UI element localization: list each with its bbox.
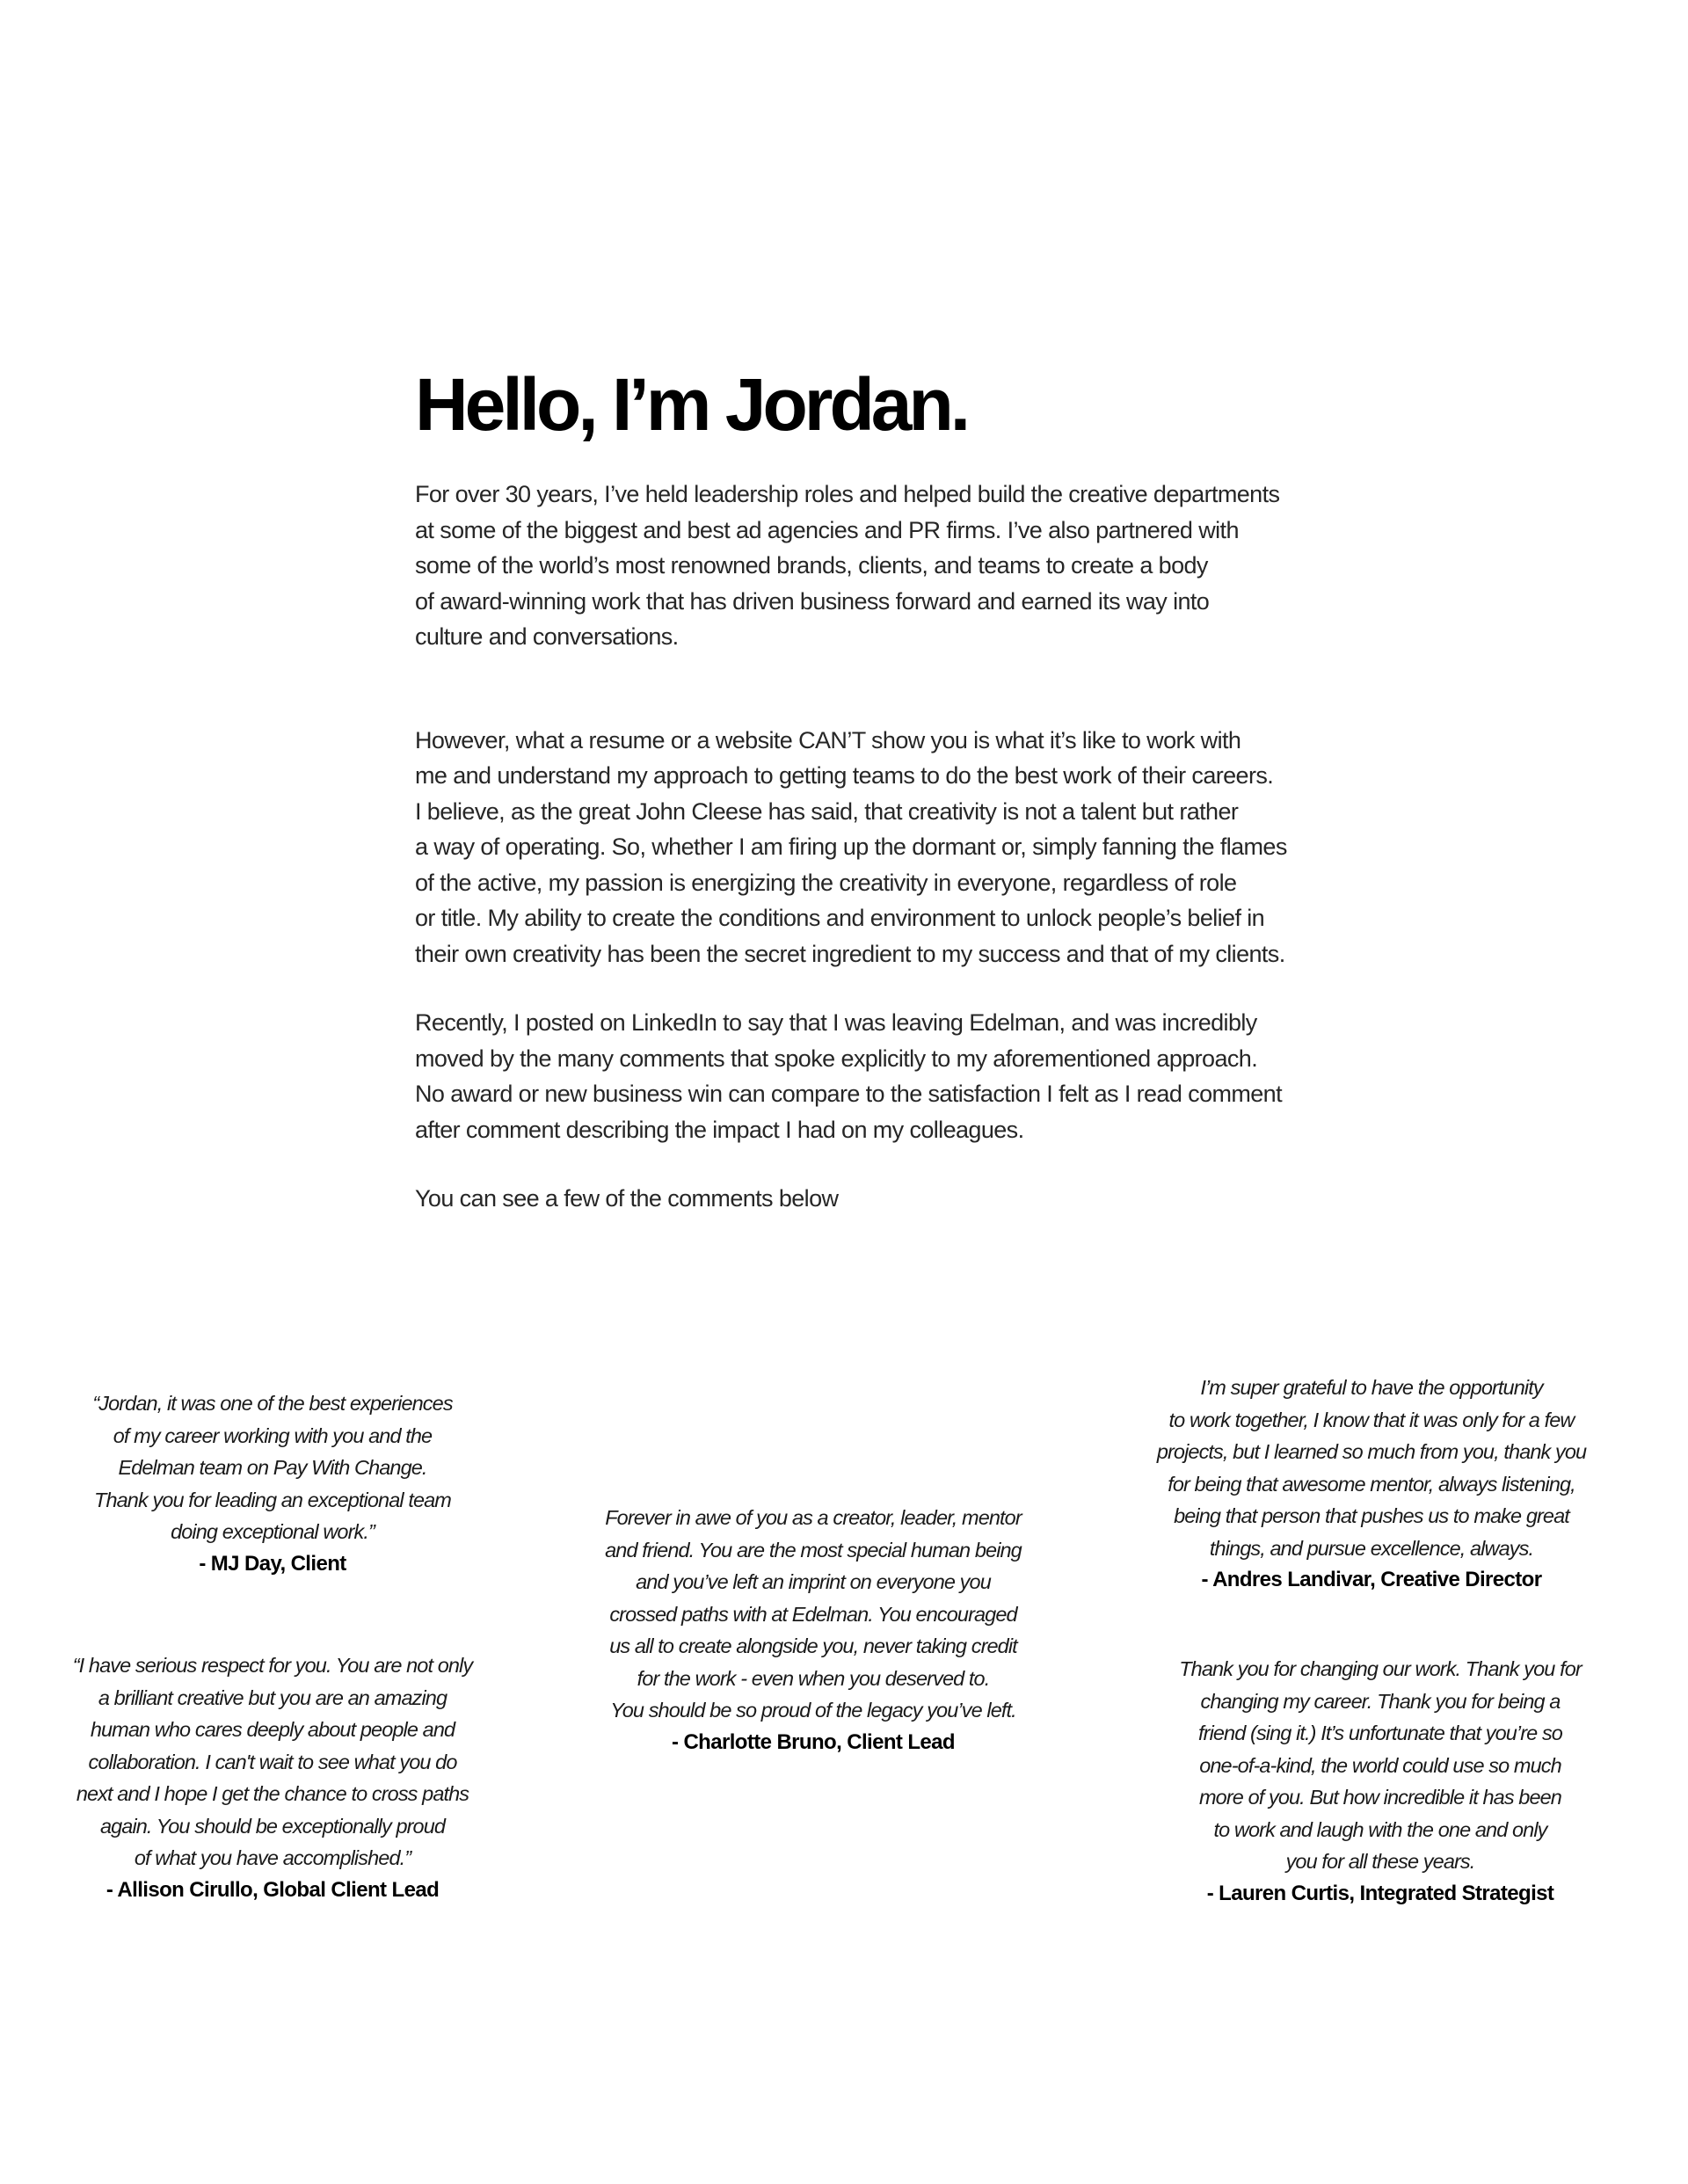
testimonial-allison-cirullo: [53, 1649, 492, 1906]
testimonial-author: - Charlotte Bruno, Client Lead: [671, 1729, 955, 1754]
testimonial-quote: I’m super grateful to have the opportunity to work together, I know that it was only for a few projects, but I learned so much from you, thank you for being that awesome mentor, always listening, being that person that pushes us to make great things, and pursue excellence, always.: [1156, 1376, 1587, 1560]
testimonial-charlotte-bruno: [571, 1502, 1055, 1758]
testimonial-author: - Allison Cirullo, Global Client Lead: [106, 1877, 440, 1902]
testimonial-quote: Thank you for changing our work. Thank you for changing my career. Thank you for being a friend (sing it.) It’s unfortunate that you’re so one-of-a-kind, the world could use so much more of you. But how incredible it has been to work and laugh with the one and only you for all these years.: [1179, 1657, 1582, 1873]
intro-paragraph-approach: However, what a resume or a website CAN’T show you is what it’s like to work with me and understand my approach to getting teams to do the best work of their careers. I believe, as the great John Cleese has said, that creativity is not a talent but rather a way of operating. So, whether I am firing up the dormant or, simply fanning the flames of the active, my passion is energizing the creativity in everyone, regardless of role or title. My ability to create the conditions and environment to unlock people’s belief in their own creativity has been the secret ingredient to my success and that of my clients.: [415, 726, 1287, 967]
intro-paragraph-experience: For over 30 years, I’ve held leadership roles and helped build the creative departments at some of the biggest and best ad agencies and PR firms. I’ve also partnered with some of the world’s most renowned brands, clients, and teams to create a body of award-winning work that has driven business forward and earned its way into culture and conversations.: [415, 481, 1280, 650]
testimonial-quote: “I have serious respect for you. You are not only a brilliant creative but you are an amazing human who cares deeply about people and collaboration. I can't wait to see what you do next and I hope I get the chance to cross paths again. You should be exceptionally proud of what you have accomplished.”: [72, 1654, 473, 1869]
testimonial-author: - Lauren Curtis, Integrated Strategist: [1206, 1881, 1554, 1905]
intro-paragraph-comments-lead: You can see a few of the comments below: [415, 1185, 839, 1212]
intro-section: [415, 352, 1382, 1217]
testimonial-lauren-curtis: [1143, 1653, 1618, 1910]
page-title: Hello, I’m Jordan.: [415, 363, 968, 446]
testimonial-author: - Andres Landivar, Creative Director: [1201, 1568, 1542, 1591]
testimonial-andres-landivar: [1125, 1372, 1618, 1596]
testimonial-quote: Forever in awe of you as a creator, leader, mentor and friend. You are the most special human being and you’ve left an imprint on everyone you crossed paths with at Edelman. You encouraged us all to create alongside you, never taking credit for the work - even when you deserved to. You should be so proud of the legacy you’ve left.: [605, 1506, 1022, 1722]
testimonial-author: - MJ Day, Client: [199, 1551, 346, 1576]
testimonial-mj-day: [53, 1387, 492, 1580]
intro-paragraph-linkedin: Recently, I posted on LinkedIn to say that I was leaving Edelman, and was incredibly moved by the many comments that spoke explicitly to my aforementioned approach. No award or new business win can compare to the satisfaction I felt as I read comment after comment describing the impact I had on my colleagues.: [415, 1009, 1282, 1143]
testimonial-quote: “Jordan, it was one of the best experiences of my career working with you and the Edelman team on Pay With Change. Thank you for leading an exceptional team doing exceptional work.”: [92, 1392, 453, 1543]
